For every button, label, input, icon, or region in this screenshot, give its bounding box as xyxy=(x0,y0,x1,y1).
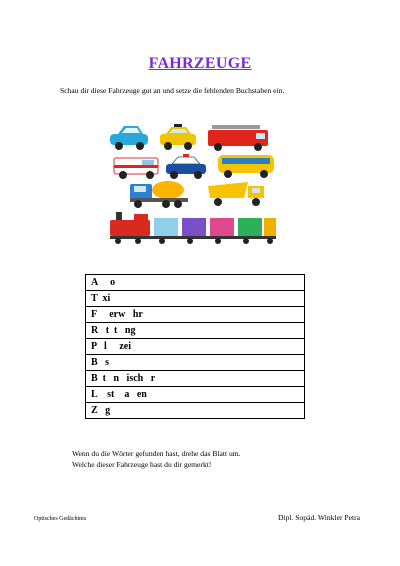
table-row xyxy=(86,355,305,371)
table-row xyxy=(86,323,305,339)
table-row xyxy=(86,275,305,291)
word-table xyxy=(85,274,305,419)
footer-right: Dipl. Sopäd. Winkler Petra xyxy=(277,513,360,522)
page-title: FAHRZEUGE xyxy=(148,55,252,72)
bus-icon xyxy=(218,155,274,178)
table-row xyxy=(86,307,305,323)
vehicles-illustration xyxy=(108,122,278,247)
word-cell[interactable]: L st a en xyxy=(86,387,305,403)
word-cell[interactable]: P l zei xyxy=(86,339,305,355)
word-cell[interactable]: B s xyxy=(86,355,305,371)
word-cell[interactable]: B t n isch r xyxy=(86,371,305,387)
word-cell[interactable]: Z g xyxy=(86,403,305,419)
note-line-2: Welche dieser Fahrzeuge hast du dir gemerkt! xyxy=(72,460,212,469)
cement-mixer-icon xyxy=(130,181,188,208)
note-line-1: Wenn du die Wörter gefunden hast, drehe das Blatt um. xyxy=(72,449,241,458)
instruction-text: Schau dir diese Fahrzeuge gut an und setze die fehlenden Buchstaben ein. xyxy=(60,86,285,95)
footer-left: Optisches Gedächtnis xyxy=(34,516,87,522)
table-row xyxy=(86,387,305,403)
car-icon xyxy=(110,126,148,150)
word-cell[interactable]: A o xyxy=(86,275,305,291)
train-icon xyxy=(110,212,276,244)
dump-truck-icon xyxy=(208,182,264,206)
fire-truck-icon xyxy=(208,125,268,151)
word-cell[interactable]: F erw hr xyxy=(86,307,305,323)
taxi-icon xyxy=(160,124,196,150)
table-row xyxy=(86,371,305,387)
table-row xyxy=(86,403,305,419)
word-cell[interactable]: R t t ng xyxy=(86,323,305,339)
police-car-icon xyxy=(166,154,206,179)
table-row xyxy=(86,291,305,307)
ambulance-icon xyxy=(114,158,158,179)
word-cell[interactable]: T xi xyxy=(86,291,305,307)
table-row xyxy=(86,339,305,355)
